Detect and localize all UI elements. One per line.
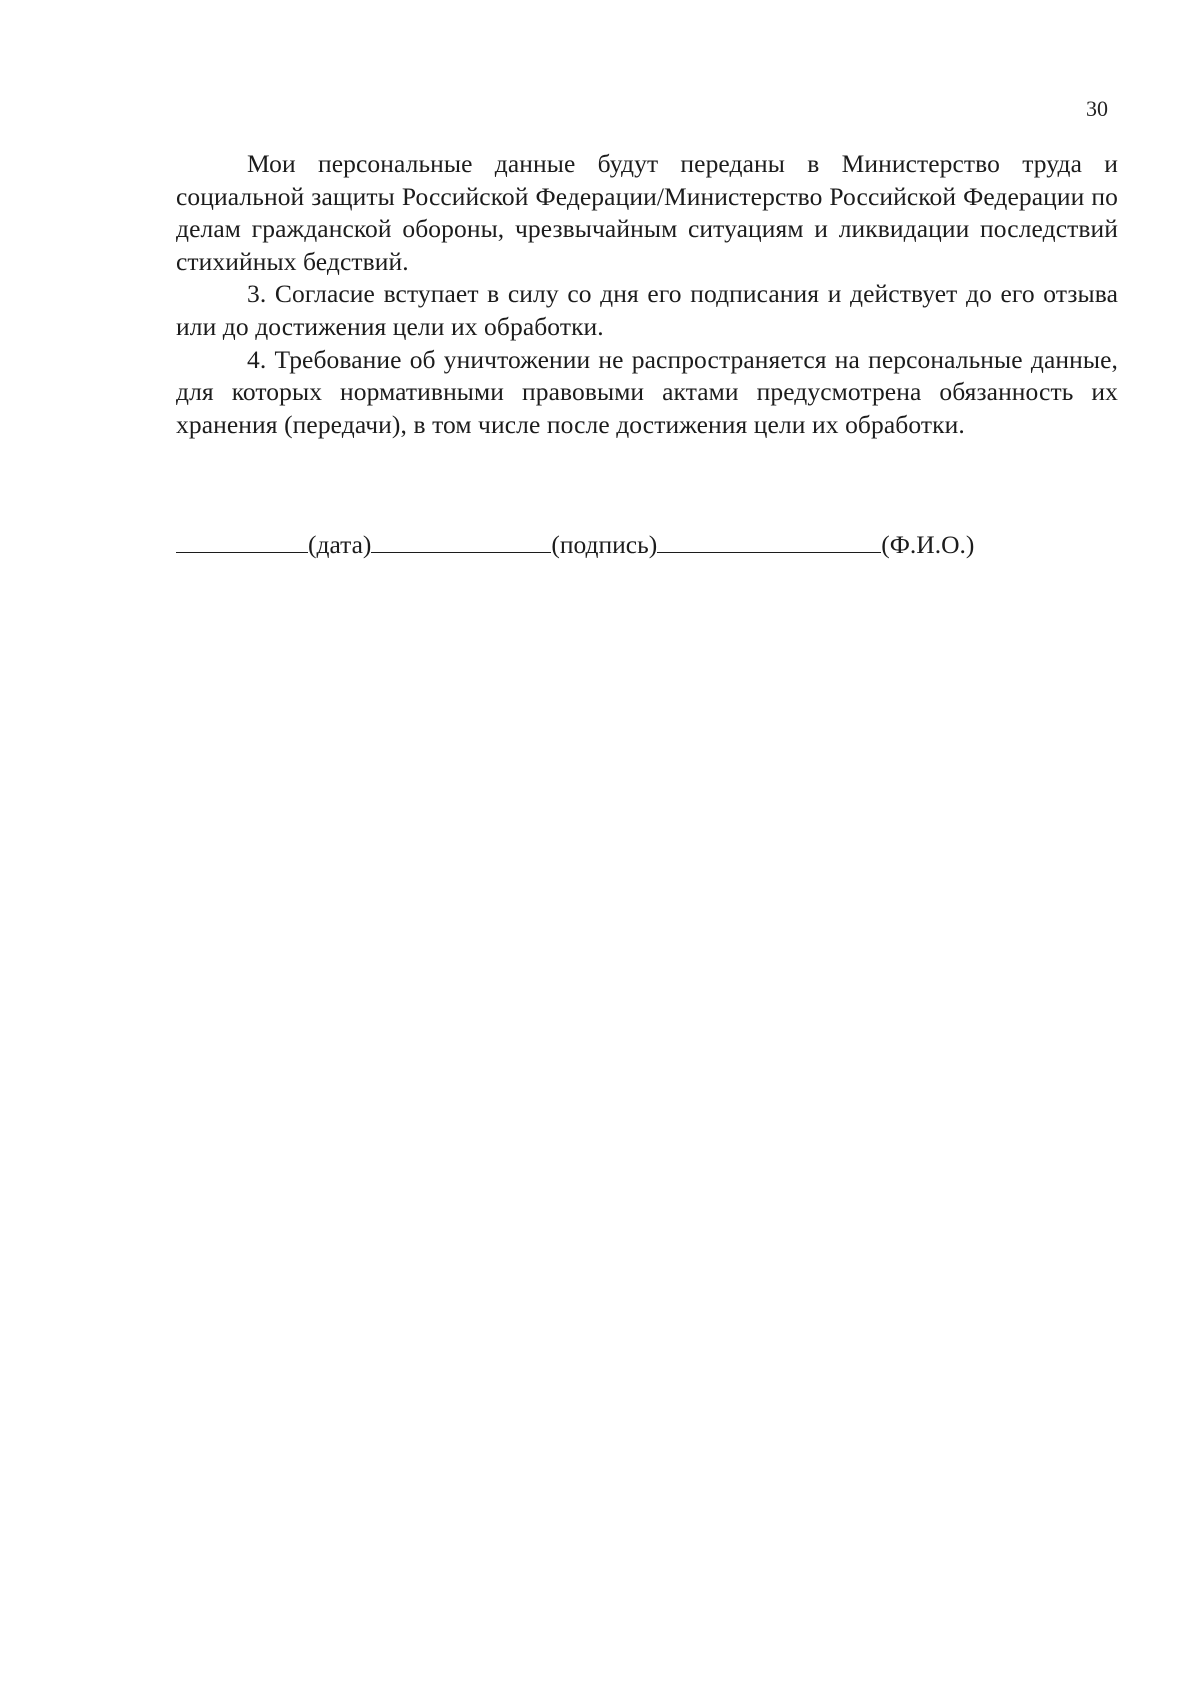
- page-number: 30: [1086, 96, 1108, 121]
- date-label: (дата): [308, 530, 372, 559]
- date-blank-field: [176, 528, 308, 553]
- name-blank-field: [657, 528, 881, 553]
- document-body: [176, 148, 1118, 441]
- paragraph-destruction-requirement: 4. Требование об уничтожении не распространяется на персональные данные, для которых нормативными правовыми актами предусмотрена обязанность их хранения (передачи), в том числе после достижения цели их обработки.: [176, 344, 1118, 439]
- signature-blank-field: [371, 528, 551, 553]
- name-label: (Ф.И.О.): [881, 530, 975, 559]
- paragraph-consent-validity: 3. Согласие вступает в силу со дня его подписания и действует до его отзыва или до достижения цели их обработки.: [176, 279, 1118, 341]
- paragraph-data-transfer: Мои персональные данные будут переданы в Министерство труда и социальной защиты Российской Федерации/Министерство Российской Федерации по делам гражданской обороны, чрезвычайным ситуациям и ликвидации последствий стихийных бедствий.: [176, 149, 1118, 276]
- signature-label: (подпись): [551, 530, 658, 559]
- signature-block: [176, 528, 1076, 561]
